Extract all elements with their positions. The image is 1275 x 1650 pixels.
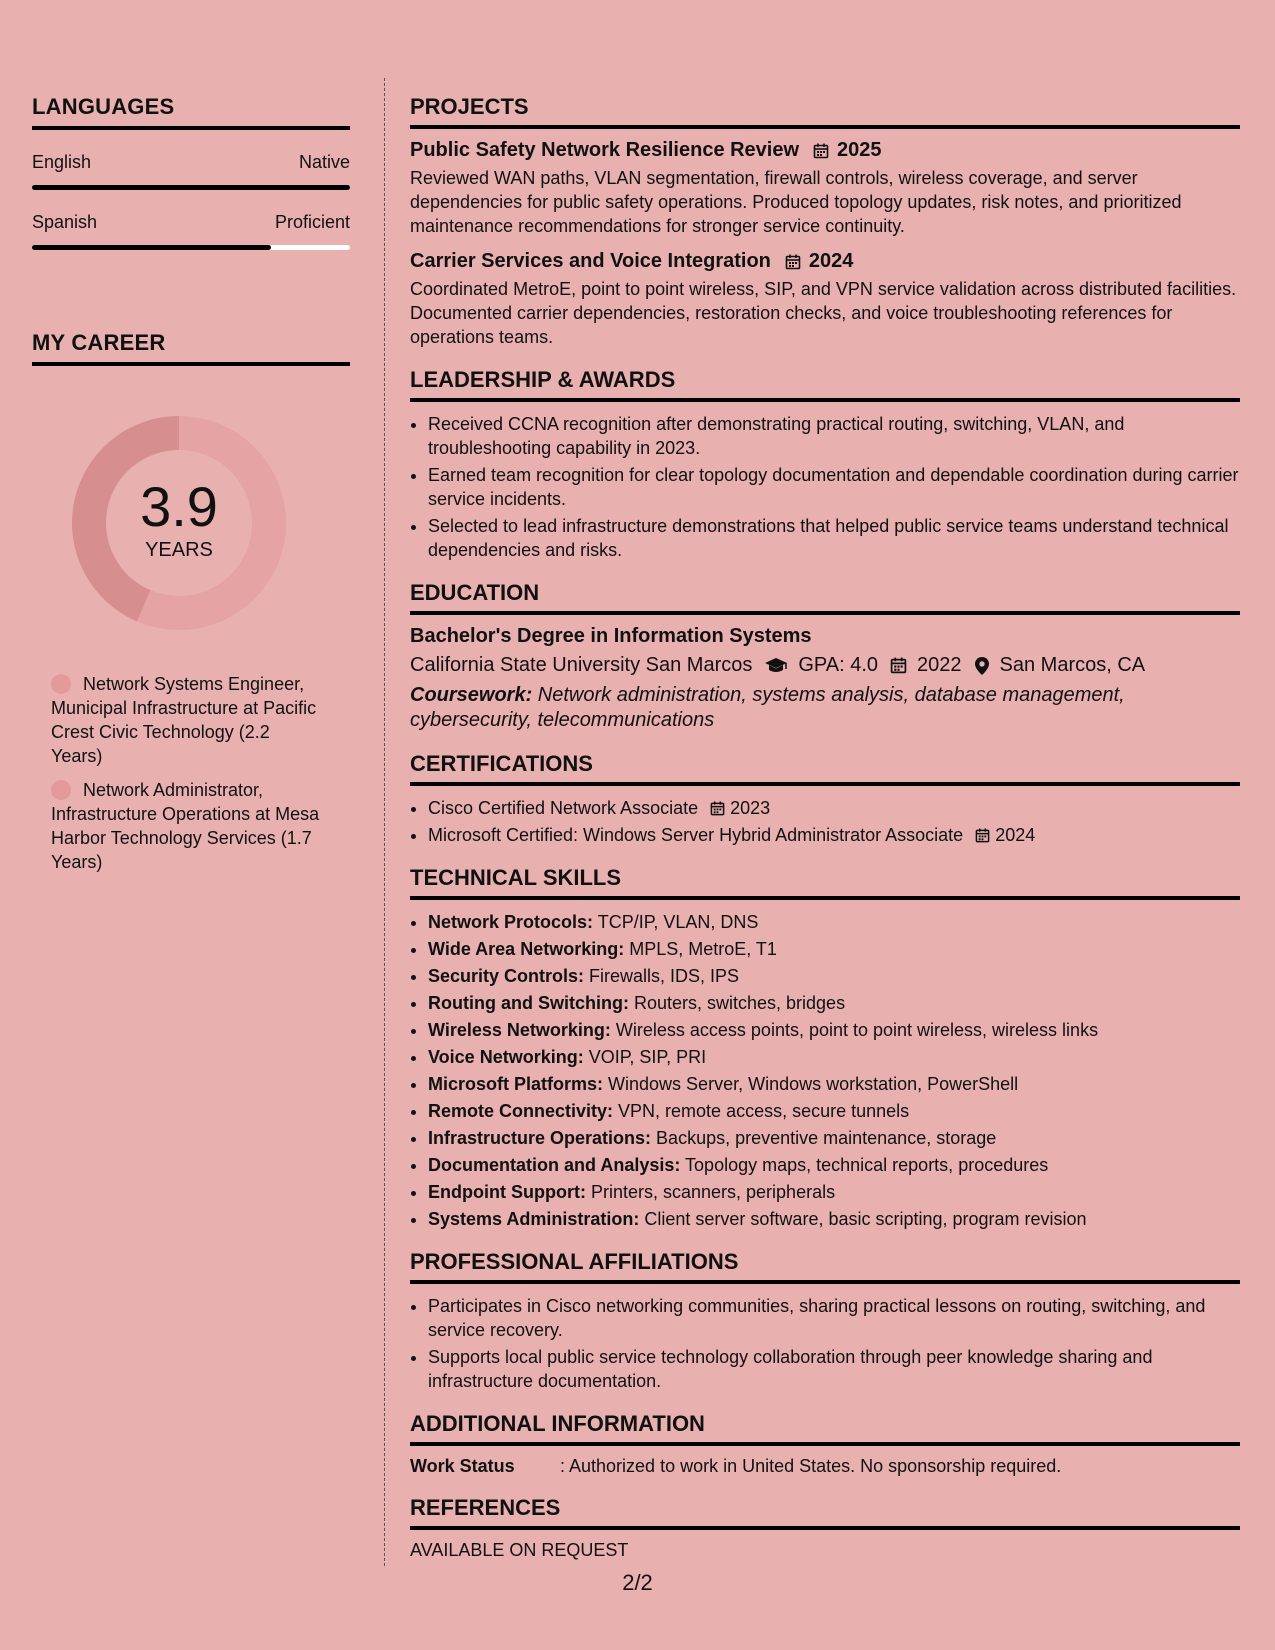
skill-label: Security Controls: <box>428 966 585 986</box>
language-spanish <box>32 212 350 250</box>
certification-item <box>428 823 1240 847</box>
career-list <box>51 672 321 874</box>
project-name: Public Safety Network Resilience Review <box>410 139 800 161</box>
graduation-cap-icon <box>764 657 788 675</box>
list-item: • Selected to lead infrastructure demonstrations that helped public service teams understand technical dependencies and risks. <box>428 514 1240 562</box>
certification-name: Cisco Certified Network Associate <box>428 798 699 818</box>
skill-item <box>428 1180 1240 1204</box>
skill-item <box>428 1045 1240 1069</box>
skill-item <box>428 1099 1240 1123</box>
career-title: MY CAREER <box>32 330 350 366</box>
career-total-years: 3.9 <box>140 474 218 538</box>
work-status-label: Work Status <box>410 1456 515 1476</box>
map-pin-icon <box>974 656 990 676</box>
skill-item <box>428 1207 1240 1231</box>
affiliations-title: PROFESSIONAL AFFILIATIONS <box>410 1249 1240 1284</box>
language-level: Native <box>298 152 350 172</box>
skill-value: VOIP, SIP, PRI <box>583 1047 707 1067</box>
list-item: • Supports local public service technology collaboration through peer knowledge sharing and infrastructure documentation. <box>428 1345 1240 1393</box>
skill-item <box>428 1018 1240 1042</box>
references-title: REFERENCES <box>410 1495 1240 1530</box>
column-divider <box>384 78 385 1566</box>
left-column <box>32 94 350 884</box>
project-description: Coordinated MetroE, point to point wireless, SIP, and VPN service validation across distributed facilities. Documented carrier dependencies, restoration checks, and voice troubleshooting references for operations teams. <box>410 279 1237 347</box>
skill-label: Infrastructure Operations: <box>428 1128 652 1148</box>
education-details <box>410 654 1240 677</box>
career-item-text: Network Systems Engineer, Municipal Infrastructure at Pacific Crest Civic Technology (2.2 Years) <box>51 674 317 766</box>
education-title: EDUCATION <box>410 580 1240 615</box>
certifications-title: CERTIFICATIONS <box>410 751 1240 786</box>
languages-title: LANGUAGES <box>32 94 350 130</box>
certification-item <box>428 796 1240 820</box>
skill-value: TCP/IP, VLAN, DNS <box>593 912 759 932</box>
skill-value: Wireless access points, point to point wireless, wireless links <box>610 1020 1099 1040</box>
skill-value: Firewalls, IDS, IPS <box>584 966 740 986</box>
project-year: 2025 <box>837 139 882 161</box>
skill-value: Routers, switches, bridges <box>628 993 846 1013</box>
list-item: • Received CCNA recognition after demonstrating practical routing, switching, VLAN, and troubleshooting capability in 2023. <box>428 412 1240 460</box>
language-bar <box>32 185 350 190</box>
language-bar-fill <box>32 245 271 250</box>
career-item-text: Network Administrator, Infrastructure Operations at Mesa Harbor Technology Services (1.7 Years) <box>51 780 320 872</box>
skill-item <box>428 937 1240 961</box>
education-location: San Marcos, CA <box>999 654 1146 676</box>
calendar-icon <box>710 801 725 816</box>
education-section <box>410 580 1240 733</box>
skill-value: Topology maps, technical reports, procedures <box>680 1155 1049 1175</box>
skill-item <box>428 991 1240 1015</box>
skill-value: MPLS, MetroE, T1 <box>624 939 777 959</box>
education-degree: Bachelor's Degree in Information Systems <box>410 625 812 647</box>
career-total-unit: YEARS <box>145 538 213 561</box>
references-section <box>410 1495 1240 1561</box>
education-year: 2022 <box>917 654 962 676</box>
skill-item <box>428 1153 1240 1177</box>
skill-item <box>428 964 1240 988</box>
skills-title: TECHNICAL SKILLS <box>410 865 1240 900</box>
skill-label: Wide Area Networking: <box>428 939 625 959</box>
skill-label: Voice Networking: <box>428 1047 584 1067</box>
additional-title: ADDITIONAL INFORMATION <box>410 1411 1240 1446</box>
coursework-label: Coursework: <box>410 684 533 706</box>
skill-item <box>428 1072 1240 1096</box>
calendar-icon <box>813 143 829 159</box>
language-level: Proficient <box>274 212 350 232</box>
career-item <box>51 672 321 768</box>
education-school: California State University San Marcos <box>410 654 753 676</box>
skill-label: Endpoint Support: <box>428 1182 586 1202</box>
calendar-icon <box>890 657 907 674</box>
projects-section <box>410 94 1240 349</box>
project-name: Carrier Services and Voice Integration <box>410 250 771 272</box>
language-bar-fill <box>32 185 350 190</box>
career-dot-icon <box>51 674 71 694</box>
list-item: • Participates in Cisco networking communities, sharing practical lessons on routing, switching, and service recovery. <box>428 1294 1240 1342</box>
skill-value: Client server software, basic scripting, program revision <box>639 1209 1087 1229</box>
skill-value: Windows Server, Windows workstation, PowerShell <box>603 1074 1019 1094</box>
skill-label: Systems Administration: <box>428 1209 640 1229</box>
projects-title: PROJECTS <box>410 94 1240 129</box>
language-bar <box>32 245 350 250</box>
page-number: 2/2 <box>622 1570 653 1595</box>
skill-label: Remote Connectivity: <box>428 1101 614 1121</box>
calendar-icon <box>975 828 990 843</box>
leadership-section <box>410 367 1240 562</box>
skill-label: Wireless Networking: <box>428 1020 611 1040</box>
coursework-text: Network administration, systems analysis, database management, cybersecurity, telecommunications <box>410 684 1125 731</box>
project-heading <box>410 139 1240 162</box>
education-coursework <box>410 683 1240 733</box>
career-donut-chart <box>64 408 294 638</box>
career-item <box>51 778 321 874</box>
skill-label: Routing and Switching: <box>428 993 629 1013</box>
language-name: English <box>32 152 92 172</box>
skill-label: Documentation and Analysis: <box>428 1155 681 1175</box>
skill-value: Printers, scanners, peripherals <box>585 1182 836 1202</box>
skill-value: Backups, preventive maintenance, storage <box>651 1128 997 1148</box>
project-heading <box>410 250 1240 273</box>
project-year: 2024 <box>808 250 854 272</box>
career-dot-icon <box>51 780 71 800</box>
certifications-section <box>410 751 1240 847</box>
references-text: AVAILABLE ON REQUEST <box>410 1540 629 1560</box>
certification-year: 2024 <box>995 825 1036 845</box>
work-status-row <box>410 1456 1240 1477</box>
certification-name: Microsoft Certified: Windows Server Hybrid Administrator Associate <box>428 825 964 845</box>
language-english <box>32 152 350 190</box>
additional-section <box>410 1411 1240 1477</box>
skills-section <box>410 865 1240 1231</box>
skill-label: Network Protocols: <box>428 912 594 932</box>
leadership-title: LEADERSHIP & AWARDS <box>410 367 1240 402</box>
skill-value: VPN, remote access, secure tunnels <box>613 1101 910 1121</box>
skill-label: Microsoft Platforms: <box>428 1074 604 1094</box>
skill-item <box>428 1126 1240 1150</box>
education-gpa: GPA: 4.0 <box>798 654 879 676</box>
skill-item <box>428 910 1240 934</box>
right-column <box>410 94 1240 1579</box>
language-name: Spanish <box>32 212 98 232</box>
list-item: • Earned team recognition for clear topology documentation and dependable coordination during carrier service incidents. <box>428 463 1240 511</box>
calendar-icon <box>785 254 801 270</box>
project-description: Reviewed WAN paths, VLAN segmentation, firewall controls, wireless coverage, and server dependencies for public safety operations. Produced topology updates, risk notes, and prioritized maintenance recommendations for stronger service continuity. <box>410 168 1182 236</box>
work-status-value: : Authorized to work in United States. No sponsorship required. <box>560 1456 1062 1476</box>
affiliations-section <box>410 1249 1240 1393</box>
certification-year: 2023 <box>730 798 771 818</box>
